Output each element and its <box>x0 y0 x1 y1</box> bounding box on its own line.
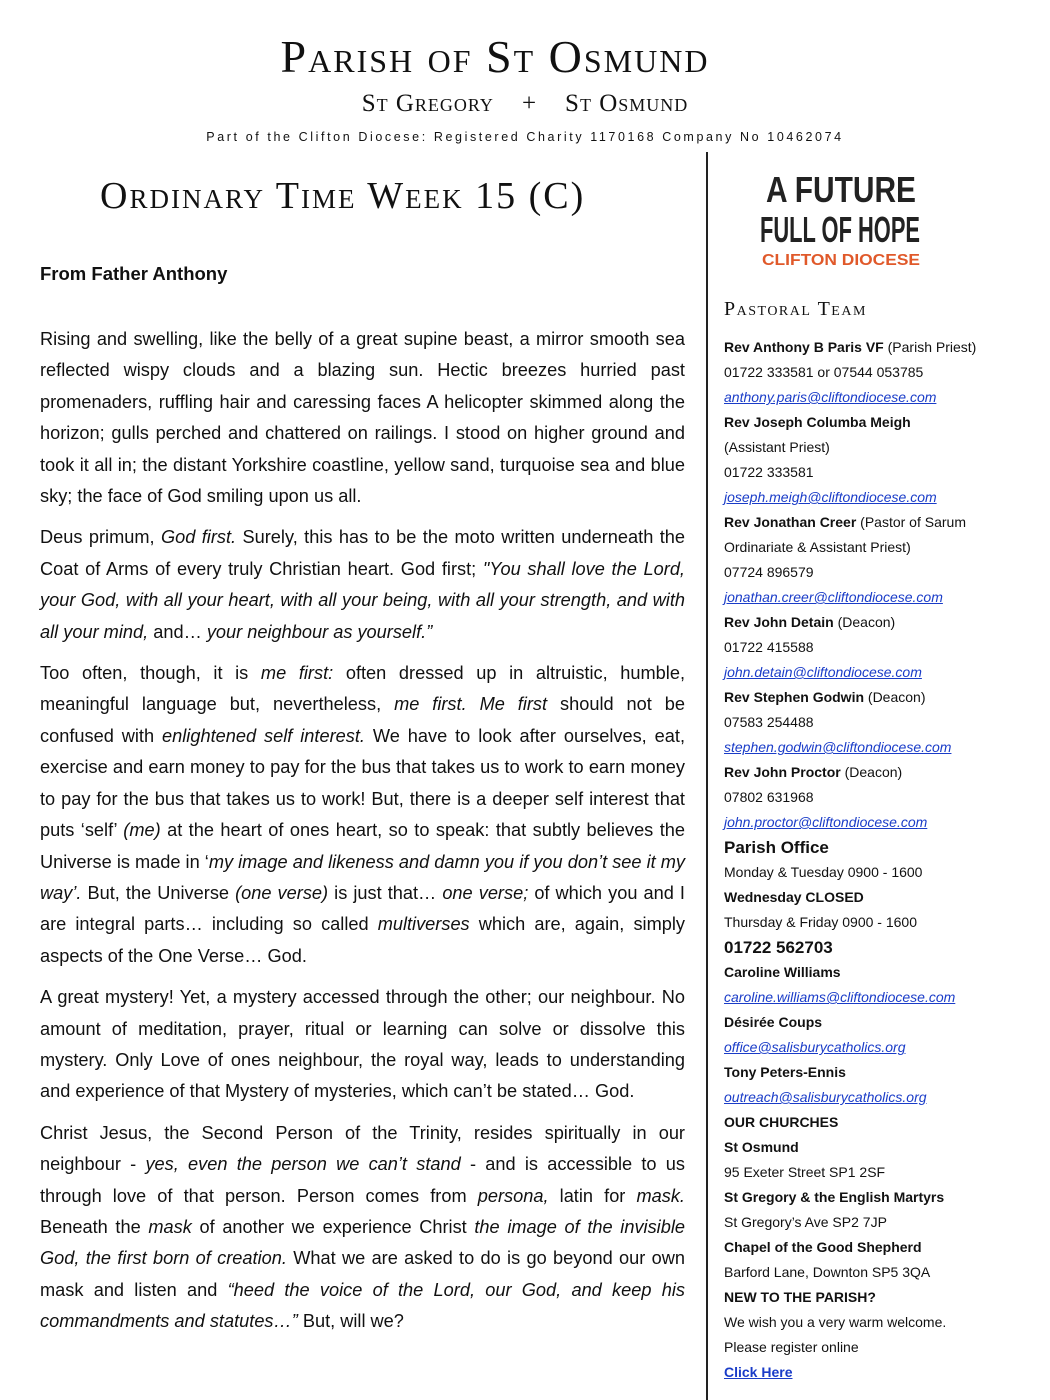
click-here-link[interactable]: Click Here <box>724 1364 793 1380</box>
office-hours-mon-tue: Monday & Tuesday 0900 - 1600 <box>724 864 923 880</box>
office-phone: 01722 562703 <box>724 938 833 957</box>
contact-caroline: Caroline Williams <box>724 964 841 980</box>
paragraph-2: Deus primum, God first. Surely, this has to be the moto written underneath the Coat of Arms of every truly Christian heart. God first; "You shall love the Lord, your God, with all your heart, with all your being, with all your strength, and with all your mind, and… your neighbour as yourself.” <box>40 527 685 642</box>
contact-detain: Rev John Detain (Deacon) <box>724 614 896 630</box>
logo-line-1: A FUTURE <box>766 169 916 210</box>
contact-joseph: Rev Joseph Columba Meigh <box>724 414 911 430</box>
phone-proctor: 07802 631968 <box>724 789 814 805</box>
email-anthony[interactable]: anthony.paris@cliftondiocese.com <box>724 389 937 405</box>
register-line: Please register online <box>724 1339 859 1355</box>
email-proctor[interactable]: john.proctor@cliftondiocese.com <box>724 814 928 830</box>
contact-tony: Tony Peters-Ennis <box>724 1064 846 1080</box>
logo-line-3: CLIFTON DIOCESE <box>762 252 920 269</box>
sidebar <box>724 294 986 1385</box>
church-osmund: St Osmund <box>724 1139 799 1155</box>
column-divider <box>706 152 708 1400</box>
phone-godwin: 07583 254488 <box>724 714 814 730</box>
email-tony[interactable]: outreach@salisburycatholics.org <box>724 1089 927 1105</box>
paragraph-5: Christ Jesus, the Second Person of the Trinity, resides spiritually in our neighbour - yes, even the person we can’t stand - and is accessible to us through love of that person. Person comes from persona, latin for mask. Beneath the mask of another we experience Christ the image of the invisible God, the first born of creation. What we are asked to do is go beyond our own mask and listen and “heed the voice of the Lord, our God, and keep his commandments and statutes…” But, will we? <box>40 1122 685 1332</box>
address-gregory: St Gregory’s Ave SP2 7JP <box>724 1214 887 1230</box>
office-hours-thu-fri: Thursday & Friday 0900 - 1600 <box>724 914 917 930</box>
office-closed-wed: Wednesday CLOSED <box>724 889 864 905</box>
email-caroline[interactable]: caroline.williams@cliftondiocese.com <box>724 989 956 1005</box>
address-osmund: 95 Exeter Street SP1 2SF <box>724 1164 886 1180</box>
subtitle-left: St Gregory <box>361 90 494 117</box>
contact-desiree: Désirée Coups <box>724 1014 823 1030</box>
pastoral-team-heading: Pastoral Team <box>724 298 867 320</box>
paragraph-4: A great mystery! Yet, a mystery accessed through the other; our neighbour. No amount of meditation, prayer, ritual or learning can solve or dissolve this mystery. Only Love of ones neighbour, the royal way, leads to understanding and experience of that Mystery of mysteries, which can’t be stated… God. <box>40 987 685 1102</box>
from-heading: From Father Anthony <box>40 263 228 284</box>
week-title: Ordinary Time Week 15 (C) <box>100 175 586 217</box>
contact-godwin: Rev Stephen Godwin (Deacon) <box>724 689 926 705</box>
church-gregory: St Gregory & the English Martyrs <box>724 1189 945 1205</box>
our-churches-heading: OUR CHURCHES <box>724 1114 839 1130</box>
welcome-line: We wish you a very warm welcome. <box>724 1314 947 1330</box>
contact-proctor: Rev John Proctor (Deacon) <box>724 764 903 780</box>
address-chapel: Barford Lane, Downton SP5 3QA <box>724 1264 931 1280</box>
role-jonathan: Ordinariate & Assistant Priest) <box>724 539 911 555</box>
subtitle-right: St Osmund <box>565 90 689 117</box>
phone-jonathan: 07724 896579 <box>724 564 814 580</box>
contact-jonathan: Rev Jonathan Creer (Pastor of Sarum <box>724 514 966 530</box>
church-chapel: Chapel of the Good Shepherd <box>724 1239 922 1255</box>
churches-subtitle <box>0 90 1050 118</box>
subtitle-separator: + <box>521 90 538 117</box>
phone-anthony: 01722 333581 or 07544 053785 <box>724 364 924 380</box>
email-desiree[interactable]: office@salisburycatholics.org <box>724 1039 906 1055</box>
logo-line-2: FULL OF HOPE <box>760 209 920 250</box>
email-joseph[interactable]: joseph.meigh@cliftondiocese.com <box>724 489 937 505</box>
new-to-parish-heading: NEW TO THE PARISH? <box>724 1289 876 1305</box>
paragraph-1: Rising and swelling, like the belly of a great supine beast, a mirror smooth sea reflected wispy clouds and a blazing sun. Hectic breezes hurried past promenaders, ruffling hair and caressing faces A helicopter skimmed along the horizon; gulls perched and chattered on railings. I stood on higher ground and took it all in; the distant Yorkshire coastline, yellow sand, turquoise sea and blue sky; the face of God smiling upon us all. <box>40 329 685 507</box>
contact-anthony: Rev Anthony B Paris VF (Parish Priest) <box>724 339 977 355</box>
phone-joseph: 01722 333581 <box>724 464 814 480</box>
phone-detain: 01722 415588 <box>724 639 814 655</box>
charity-line: Part of the Clifton Diocese: Registered Charity 1170168 Company No 10462074 <box>206 130 844 144</box>
email-detain[interactable]: john.detain@cliftondiocese.com <box>724 664 922 680</box>
role-joseph: (Assistant Priest) <box>724 439 830 455</box>
email-godwin[interactable]: stephen.godwin@cliftondiocese.com <box>724 739 952 755</box>
letter-body <box>40 324 685 1348</box>
parish-title: Parish of St Osmund <box>280 31 710 82</box>
paragraph-3: Too often, though, it is me first: often dressed up in altruistic, humble, meaningful language but, nevertheless, me first. Me first should not be confused with enlightened self interest. We have to look after ourselves, eat, exercise and earn money to pay for the bus that takes us to work to earn money to pay for the bus that takes us to work! But, there is a deeper self interest that puts ‘self’ (me) at the heart of ones heart, so to speak: that subtly believes the Universe is made in ‘my image and likeness and damn you if you don’t see it my way’. But, the Universe (one verse) is just that… one verse; of which you and I are integral parts… including so called multiverses which are, again, simply aspects of the One Verse… God. <box>40 663 686 966</box>
diocese-logo <box>740 168 930 268</box>
email-jonathan[interactable]: jonathan.creer@cliftondiocese.com <box>724 589 943 605</box>
parish-office-heading: Parish Office <box>724 838 829 857</box>
